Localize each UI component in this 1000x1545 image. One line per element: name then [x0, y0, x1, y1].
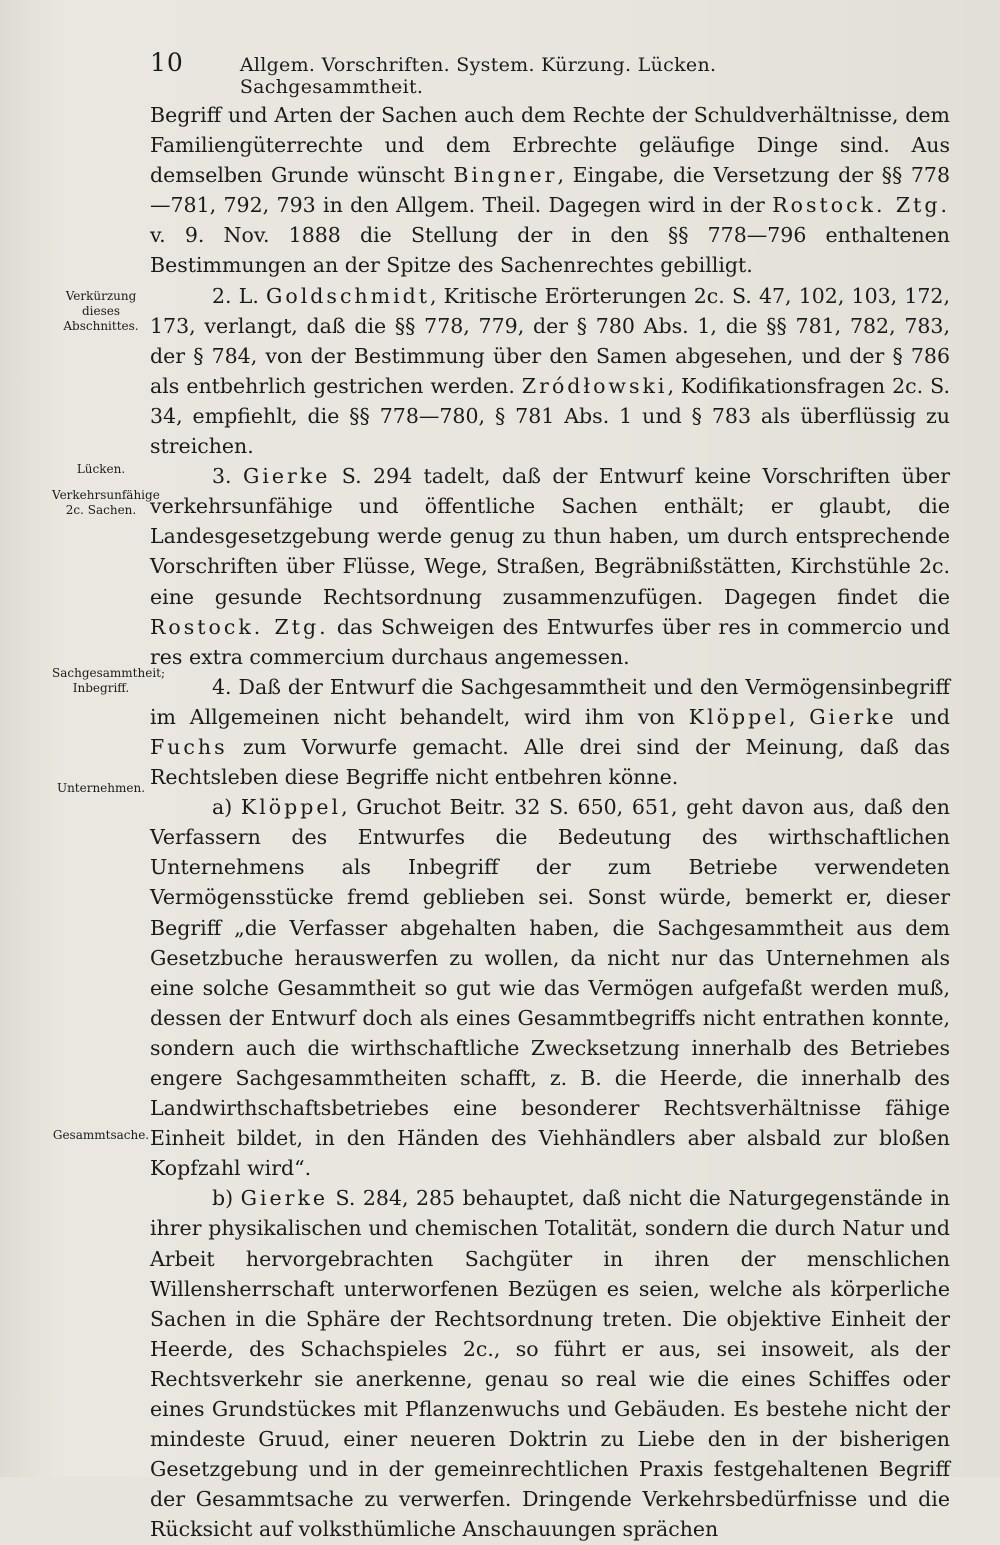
author-name: Gierke — [240, 1186, 329, 1211]
author-name: Zródłowski — [521, 373, 668, 398]
paragraph: 2. L. Goldschmidt, Kritische Erörterungen 2c. S. 47, 102, 103, 172, 173, verlangt, daß die §§ 778, 779, der § 780 Abs. 1, die §§ 781, 782, 783, der § 784, von der Bestimmung über den Samen abgesehen, und der § 786 als entbehrlich gestrichen werden. Zródłowski, Kodifikationsfragen 2c. S. 34, empfiehlt, die §§ 778—780, § 781 Abs. 1 und § 783 als überflüssig zu streichen. — [150, 283, 950, 459]
margin-note-luecken: Lücken. — [76, 462, 126, 476]
author-name: Bingner — [453, 163, 558, 188]
paragraph: 4. Daß der Entwurf die Sachgesammtheit und den Vermögensinbegriff im Allgemeinen nicht behandelt, wird ihm von Klöppel, Gierke und Fuchs zum Vorwurfe gemacht. Alle drei sind der Meinung, daß das Rechtsleben diese Begriffe nicht entbehren könne. — [150, 674, 950, 790]
margin-note-sachgesammtheit: Sachgesammtheit; Inbegriff. — [52, 666, 166, 695]
margin-note-unternehmen: Unternehmen. — [56, 781, 146, 795]
author-name: Goldschmidt — [266, 283, 430, 308]
page-header — [150, 48, 890, 98]
margin-note-gesammtsache: Gesammtsache. — [52, 1128, 150, 1142]
paragraph: a) Klöppel, Gruchot Beitr. 32 S. 650, 651, geht davon aus, daß den Verfassern des Entwurfes die Bedeutung des wirthschaftlichen Unternehmens als Inbegriff der zum Betriebe verwendeten Vermögensstücke fremd geblieben sei. Sonst würde, bemerkt er, dieser Begriff „die Verfasser abgehalten haben, die Sachgesammtheit aus dem Gesetzbuche herauswerfen zu wollen, da nicht nur das Unternehmen als eine solche Gesammtheit so gut wie das Vermögen aufgefaßt werden muß, dessen der Entwurf doch als eines Gesammtbegriffs nicht entrathen konnte, sondern auch die wirthschaftliche Zwecksetzung innerhalb des Betriebes engere Sachgesammtheiten schafft, z. B. die Heerde, die innerhalb des Landwirthschaftsbetriebes eine besonderer Rechtsverhältnisse fähige Einheit bildet, in den Händen des Viehhändlers aber alsbald zur bloßen Kopfzahl wird“. — [150, 795, 950, 1181]
body-text — [150, 100, 950, 1545]
running-head: Allgem. Vorschriften. System. Kürzung. Lücken. Sachgesammtheit. — [239, 54, 717, 98]
author-name: Klöppel — [240, 795, 342, 820]
journal-name: Rostock. Ztg. — [150, 614, 329, 639]
paragraph: Begriff und Arten der Sachen auch dem Rechte der Schuldverhältnisse, dem Familiengüterrechte und dem Erbrechte geläufige Dinge sind. Aus demselben Grunde wünscht Bingner, Eingabe, die Versetzung der §§ 778—781, 792, 793 in den Allgem. Theil. Dagegen wird in der Rostock. Ztg. v. 9. Nov. 1888 die Stellung der in den §§ 778—796 enthaltenen Bestimmungen an der Spitze des Sachenrechtes gebilligt. — [150, 103, 950, 278]
page-number: 10 — [150, 48, 184, 77]
author-name: Fuchs — [150, 734, 228, 759]
author-name: Gierke — [809, 704, 897, 729]
paragraph: b) Gierke S. 284, 285 behauptet, daß nicht die Naturgegenstände in ihrer physikalischen und chemischen Totalität, sondern die durch Natur und Arbeit hervorgebrachten Sachgüter in ihren der menschlichen Willensherrschaft unterworfenen Bezügen es seien, welche als körperliche Sachen in die Sphäre der Rechtsordnung treten. Die objektive Einheit der Heerde, des Schachspieles 2c., so führt er aus, sei insoweit, als der Rechtsverkehr sie anerkenne, genau so real wie die eines Schiffes oder eines Grundstückes mit Pflanzenwuchs und Gebäuden. Es bestehe nicht der mindeste Gruud, einer neueren Doktrin zu Liebe den in der bisherigen Gesetzgebung und in der gemeinrechtlichen Praxis festgehaltenen Begriff der Gesammtsache zu verwerfen. Dringende Verkehrsbedürfnisse und die Rücksicht auf volksthümliche Anschauungen sprächen — [150, 1186, 950, 1542]
author-name: Gierke — [242, 464, 331, 489]
margin-note-verkuerzung: Verkürzung dieses Abschnittes. — [63, 289, 139, 333]
author-name: Klöppel — [688, 704, 789, 729]
paragraph: 3. Gierke S. 294 tadelt, daß der Entwurf keine Vorschriften über verkehrsunfähige und öffentliche Sachen enthält; er glaubt, die Landesgesetzgebung werde genug zu thun haben, um durch entsprechende Vorschriften über Flüsse, Wege, Straßen, Begräbnißstätten, Kirchstühle 2c. eine gesunde Rechtsordnung zusammenzufügen. Dagegen findet die Rostock. Ztg. das Schweigen des Entwurfes über res in commercio und res extra commercium durchaus angemessen. — [150, 464, 950, 669]
margin-note-verkehrsunfaehige: Verkehrsunfähige 2c. Sachen. — [52, 488, 160, 517]
journal-name: Rostock. Ztg. — [772, 193, 950, 218]
